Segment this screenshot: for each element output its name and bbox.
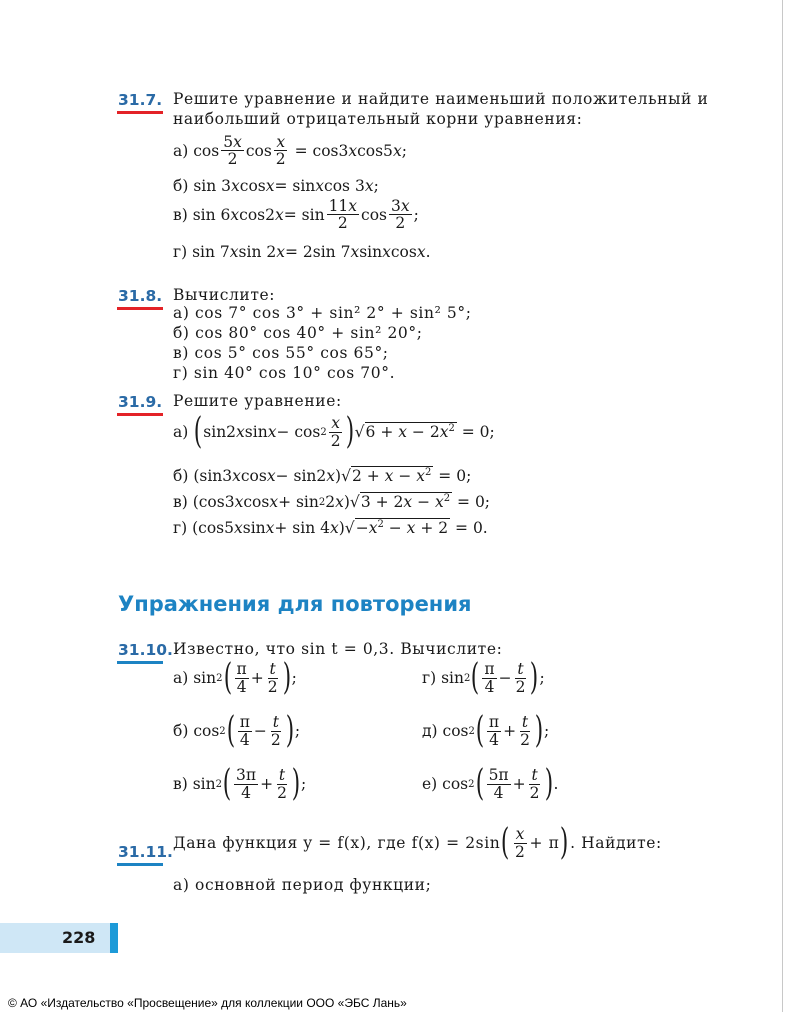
problem-text: наибольший отрицательный корни уравнения:	[173, 110, 583, 128]
problem-text: Решите уравнение:	[173, 392, 342, 410]
problem-underline	[117, 863, 163, 866]
item-v: в) cos 5° cos 55° cos 65°;	[173, 344, 389, 362]
copyright-footer: © АО «Издательство «Просвещение» для коллекции ООО «ЭБС Лань»	[8, 996, 407, 1010]
item-g: г) sin 40° cos 10° cos 70°.	[173, 364, 396, 382]
equation-g: г) (cos5 x sin x + sin 4 x )√ $-x^2 - x + 2$ = 0.	[173, 519, 488, 538]
page-number-tab-edge	[110, 923, 118, 953]
item-a: а) основной период функции;	[173, 876, 432, 894]
equation-b: б) (sin3 x cos x − sin2 x )√ $2 + x - x^2$ = 0;	[173, 467, 472, 486]
equation-v: в) (cos3 x cos x + sin 2 2 x )√ $3 + 2x - x^2$ = 0;	[173, 493, 491, 512]
problem-text: Известно, что sin t = 0,3. Вычислите:	[173, 640, 503, 658]
problem-underline	[117, 413, 163, 416]
problem-text: Решите уравнение и найдите наименьший положительный и	[173, 90, 709, 108]
problem-number-31-9: 31.9.	[118, 393, 163, 411]
problem-underline	[117, 307, 163, 310]
item-b: б) cos 80° cos 40° + sin² 20°;	[173, 324, 423, 342]
item-a: а) cos 7° cos 3° + sin² 2° + sin² 5°;	[173, 304, 472, 322]
page-number: 228	[62, 928, 96, 947]
item-d: д) cos 2 ( $\frac{\pi}{4}$ + $\frac{t}{2}$ ) ;	[422, 710, 550, 751]
section-title: Упражнения для повторения	[118, 592, 472, 616]
problem-number-31-10: 31.10.	[118, 641, 173, 659]
equation-a: а) cos $\frac{5x}{2}$ cos $\frac{x}{2}$ = cos3 x cos5 x ;	[173, 133, 407, 169]
problem-number-31-8: 31.8.	[118, 287, 163, 305]
equation-a: а) ( sin2 x sin x − cos 2 $\frac{x}{2}$ ) √ $6 + x - 2x^2$ = 0;	[173, 411, 495, 452]
equation-g: г) sin 7 x sin 2 x = 2sin 7 x sin x cos x .	[173, 243, 431, 261]
page-edge-line	[782, 0, 783, 1012]
problem-text: Вычислите:	[173, 286, 276, 304]
problem-number-31-11: 31.11.	[118, 843, 173, 861]
problem-text: Дана функция y = f(x), где f(x) = 2sin ( $\frac{x}{2}$ + π ) . Найдите:	[173, 822, 662, 863]
equation-v: в) sin 6 x cos2 x = sin $\frac{11x}{2}$ cos $\frac{3x}{2}$ ;	[173, 197, 419, 233]
problem-underline	[117, 661, 163, 664]
item-g: г) sin 2 ( $\frac{\pi}{4}$ − $\frac{t}{2}$ ) ;	[422, 657, 545, 698]
item-a: а) sin 2 ( $\frac{\pi}{4}$ + $\frac{t}{2}$ ) ;	[173, 657, 297, 698]
item-e: е) cos 2 ( $\frac{5\pi}{4}$ + $\frac{t}{2}$ ) .	[422, 763, 559, 804]
problem-number-31-7: 31.7.	[118, 91, 163, 109]
item-v: в) sin 2 ( $\frac{3\pi}{4}$ + $\frac{t}{2}$ ) ;	[173, 763, 307, 804]
item-b: б) cos 2 ( $\frac{\pi}{4}$ − $\frac{t}{2}$ ) ;	[173, 710, 301, 751]
problem-underline	[117, 111, 163, 114]
equation-b: б) sin 3 x cos x = sin x cos 3 x ;	[173, 177, 379, 195]
